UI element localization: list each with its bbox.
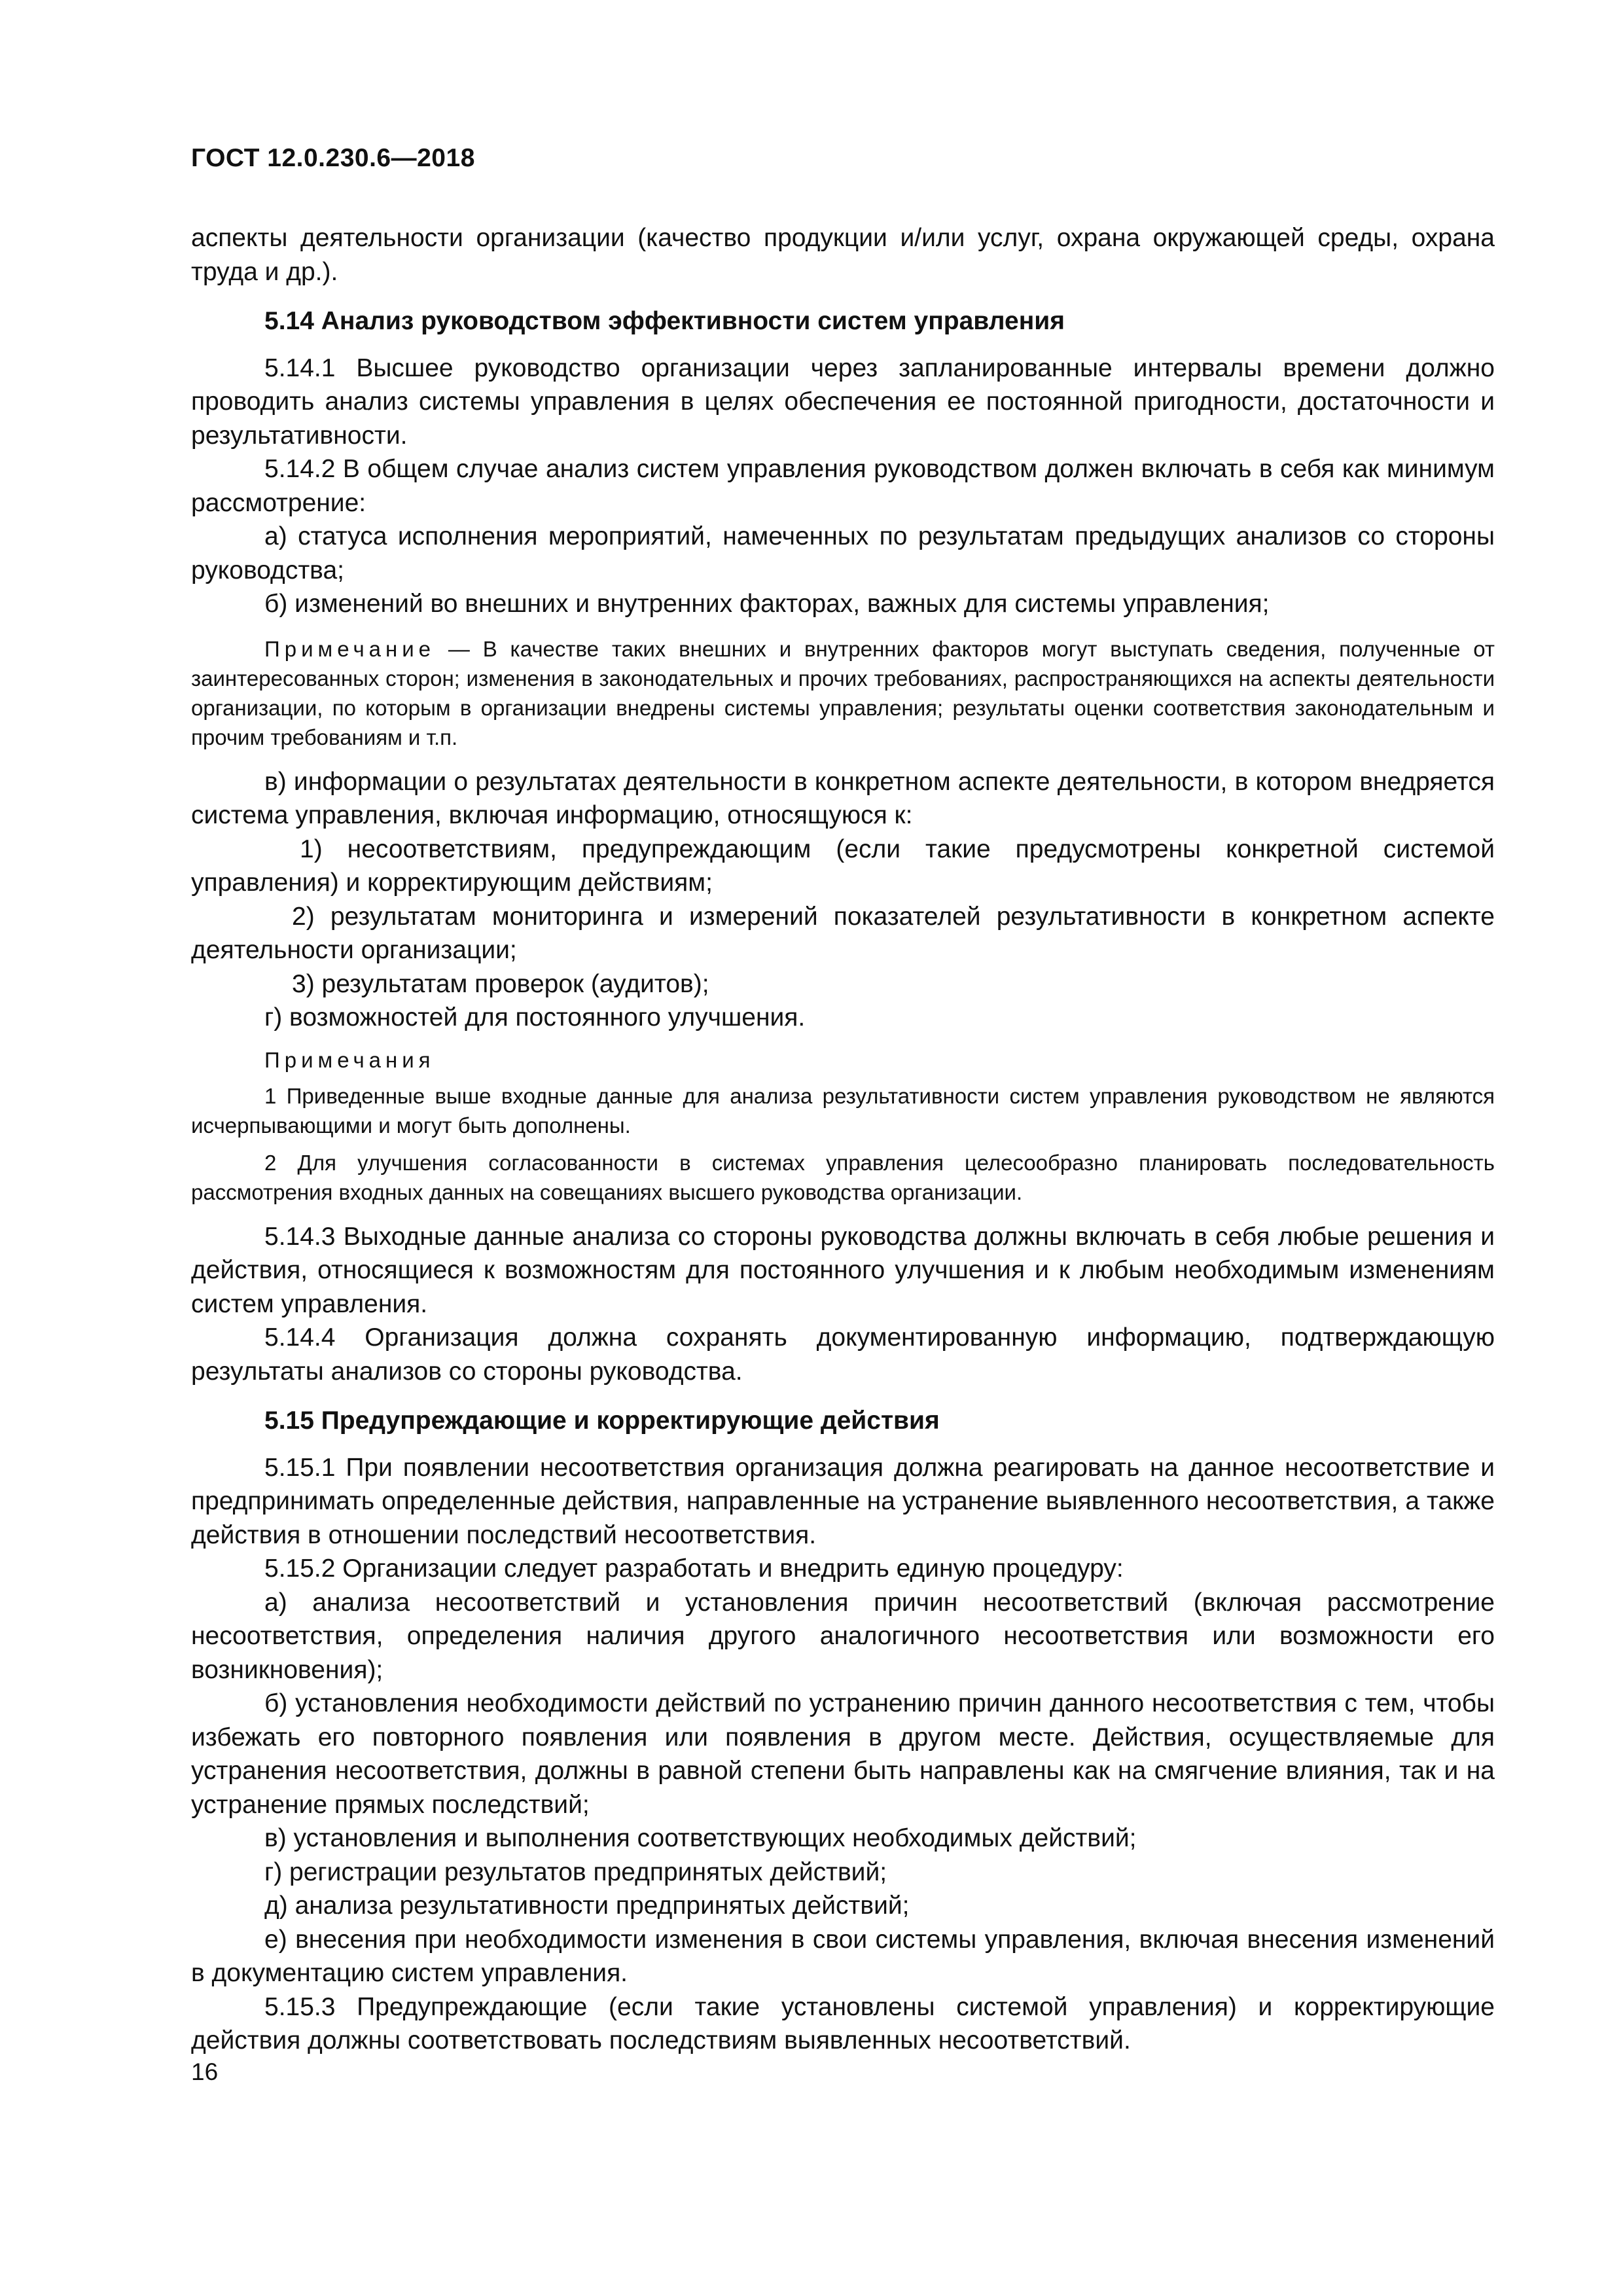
note-item-1: 1 Приведенные выше входные данные для анализа результативности систем управления руководством не являются исчерпывающими и могут быть дополнены.: [191, 1083, 1495, 1138]
sub-item-3: 3) результатам проверок (аудитов);: [292, 969, 709, 998]
procedure-item-g: г) регистрации результатов предпринятых действий;: [264, 1857, 887, 1886]
procedure-item-v: в) установления и выполнения соответствующих необходимых действий;: [264, 1824, 1137, 1852]
note-label: Примечание: [264, 636, 436, 661]
paragraph-5-14-3: 5.14.3 Выходные данные анализа со стороны руководства должны включать в себя любые решения и действия, относящиеся к возможностям для постоянного улучшения и к любым необходимым изменениям систем управления.: [191, 1222, 1495, 1318]
sub-item-2: 2) результатам мониторинга и измерений показателей результативности в конкретном аспекте деятельности организации;: [191, 902, 1495, 964]
notes-label: Примечания: [264, 1047, 435, 1072]
procedure-item-e: е) внесения при необходимости изменения в свои системы управления, включая внесения изменений в документацию систем управления.: [191, 1925, 1495, 1987]
procedure-item-d: д) анализа результативности предпринятых действий;: [264, 1892, 910, 1920]
note-factors: [191, 634, 1495, 752]
section-heading-5-15: 5.15 Предупреждающие и корректирующие действия: [264, 1407, 940, 1435]
list-item-a: а) статуса исполнения мероприятий, намеченных по результатам предыдущих анализов со стороны руководства;: [191, 522, 1495, 584]
procedure-item-b: б) установления необходимости действий по устранению причин данного несоответствия с тем, чтобы избежать его повторного появления или появления в другом месте. Действия, осуществляемые для устранения несоответствия, должны в равной степени быть направлены как на смягчение влияния, так и на устранение прямых последствий;: [191, 1689, 1495, 1819]
note-text: — В качестве таких внешних и внутренних факторов могут выступать сведения, полученные от заинтересованных сторон; изменения в законодательных и прочих требованиях, распространяющихся на аспекты деятельности организации, по которым в организации внедрены системы управления; результаты оценки соответствия законодательным и прочим требованиям и т.п.: [191, 636, 1495, 749]
list-item-v: в) информации о результатах деятельности в конкретном аспекте деятельности, в котором внедряется система управления, включая информацию, относящуюся к:: [191, 767, 1495, 829]
paragraph-5-14-2: 5.14.2 В общем случае анализ систем управления руководством должен включать в себя как минимум рассмотрение:: [191, 455, 1495, 517]
list-item-b: б) изменений во внешних и внутренних факторах, важных для системы управления;: [264, 590, 1270, 618]
paragraph-5-15-3: 5.15.3 Предупреждающие (если такие установлены системой управления) и корректирующие действия должны соответствовать последствиям выявленных несоответствий.: [191, 1992, 1495, 2054]
document-body: [191, 221, 1495, 2058]
page-number: 16: [191, 2058, 219, 2085]
paragraph-5-15-2: 5.15.2 Организации следует разработать и внедрить единую процедуру:: [264, 1554, 1124, 1583]
paragraph-continuation: аспекты деятельности организации (качество продукции и/или услуг, охрана окружающей среды, охрана труда и др.).: [191, 224, 1495, 286]
sub-item-1: 1) несоответствиям, предупреждающим (если такие предусмотрены конкретной системой управления) и корректирующим действиям;: [191, 834, 1495, 897]
standard-header: ГОСТ 12.0.230.6—2018: [191, 144, 475, 172]
note-item-2: 2 Для улучшения согласованности в системах управления целесообразно планировать последовательность рассмотрения входных данных на совещаниях высшего руководства организации.: [191, 1150, 1495, 1204]
section-heading-5-14: 5.14 Анализ руководством эффективности систем управления: [264, 307, 1065, 335]
procedure-item-a: а) анализа несоответствий и установления причин несоответствий (включая рассмотрение несоответствия, определения наличия другого аналогичного несоответствия или возможности его возникновения);: [191, 1588, 1495, 1684]
paragraph-5-14-1: 5.14.1 Высшее руководство организации через запланированные интервалы времени должно проводить анализ системы управления в целях обеспечения ее постоянной пригодности, достаточности и результативности.: [191, 353, 1495, 450]
list-item-g: г) возможностей для постоянного улучшения.: [264, 1003, 806, 1031]
paragraph-5-14-4: 5.14.4 Организация должна сохранять документированную информацию, подтверждающую результаты анализов со стороны руководства.: [191, 1323, 1495, 1386]
paragraph-5-15-1: 5.15.1 При появлении несоответствия организация должна реагировать на данное несоответствие и предпринимать определенные действия, направленные на устранение выявленного несоответствия, а также действия в отношении последствий несоответствия.: [191, 1453, 1495, 1549]
